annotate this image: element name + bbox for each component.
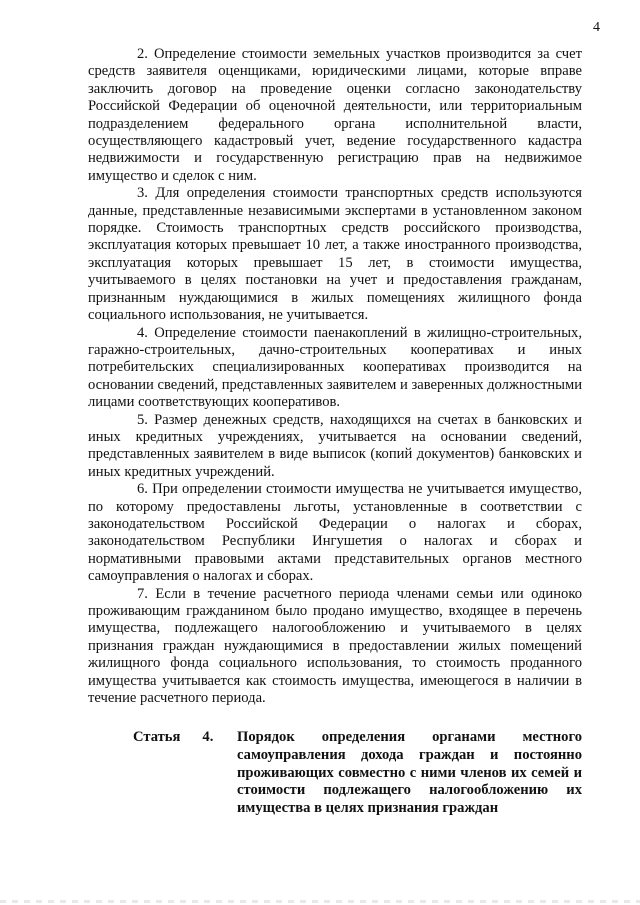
article-heading <box>88 729 582 817</box>
paragraph-7: 7. Если в течение расчетного периода членами семьи или одиноко проживающим гражданином было продано имущество, входящее в перечень имущества, подлежащего налогообложению и учитываемого в целях признания граждан нуждающимися в предоставлении жилых помещений жилищного фонда социального использования, то стоимость проданного имущества учитывается как стоимость имущества, имеющегося в наличии в течение расчетного периода. <box>88 585 582 707</box>
paragraph-3: 3. Для определения стоимости транспортных средств используются данные, представленные независимыми экспертами в установленном законом порядке. Стоимость транспортных средств российского производства, эксплуатация которых превышает 10 лет, а также иностранного производства, эксплуатация которых превышает 15 лет, в стоимости имущества, учитываемого в целях постановки на учет и предоставления гражданам, признанным нуждающимися в жилых помещениях жилищного фонда социального использования, не учитывается. <box>88 185 582 324</box>
paragraph-6: 6. При определении стоимости имущества не учитывается имущество, по которому предоставлены льготы, установленные в соответствии с законодательством Российской Федерации о налогах и сборах, законодательством Республики Ингушетия о налогах и сборах и нормативными правовыми актами представительных органов местного самоуправления о налогах и сборах. <box>88 481 582 585</box>
paragraph-5: 5. Размер денежных средств, находящихся на счетах в банковских и иных кредитных учреждениях, учитывается на основании сведений, представленных заявителем в виде выписок (копий документов) банковских и иных кредитных учреждений. <box>88 411 582 480</box>
page-number: 4 <box>593 20 600 35</box>
document-body <box>88 46 582 817</box>
paragraph-4: 4. Определение стоимости паенакоплений в жилищно-строительных, гаражно-строительных, дачно-строительных кооперативах и иных потребительских специализированных кооперативах производится на основании сведений, представленных заявителем и заверенных должностными лицами соответствующих кооперативов. <box>88 324 583 411</box>
article-number: 4. <box>202 729 214 746</box>
scan-edge-artifact <box>0 900 640 903</box>
article-title: Порядок определения органами местного самоуправления дохода граждан и постоянно проживающих совместно с ними членов их семей и стоимости подлежащего налогообложению их имущества в целях признания граждан <box>237 729 582 816</box>
article-word: Статья <box>133 729 181 746</box>
article-label <box>133 729 213 747</box>
paragraph-2: 2. Определение стоимости земельных участков производится за счет средств заявителя оценщиками, юридическими лицами, которые вправе заключить договор на проведение оценки согласно законодательству Российской Федерации об оценочной деятельности, или территориальным подразделением федерального органа исполнительной власти, осуществляющего кадастровый учет, ведение государственного кадастра недвижимости и государственную регистрацию прав на недвижимое имущество и сделок с ним. <box>88 46 582 184</box>
